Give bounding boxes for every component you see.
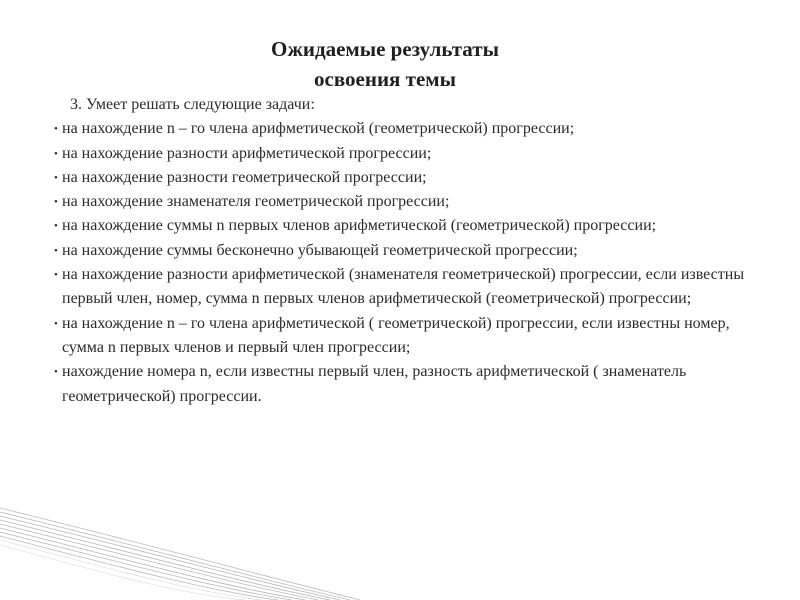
list-item bbox=[56, 142, 756, 166]
list-item-text: • нахождение номера n, если известны первый член, разность арифметической ( знаменатель геометрической) прогрессии. bbox=[62, 363, 687, 405]
list-item-text: • на нахождение n – го члена арифметической ( геометрической) прогрессии, если известны номер, сумма n первых членов и первый член прогрессии; bbox=[62, 314, 730, 356]
list-item bbox=[56, 190, 756, 214]
list-item bbox=[56, 239, 756, 263]
list-item-text: • на нахождение знаменателя геометрической прогрессии; bbox=[62, 193, 450, 211]
list-item-text: • на нахождение суммы n первых членов арифметической (геометрической) прогрессии; bbox=[62, 217, 657, 235]
list-item-text: • на нахождение разности арифметической (знаменателя геометрической) прогрессии, если известны первый член, номер, сумма n первых членов арифметической (геометрической) прогрессии; bbox=[62, 266, 745, 308]
intro-text: 3. Умеет решать следующие задачи: bbox=[70, 96, 315, 113]
slide-title-line-2: освоения темы bbox=[314, 67, 456, 91]
slide-content bbox=[56, 93, 756, 409]
list-item-text: • на нахождение суммы бесконечно убывающей геометрической прогрессии; bbox=[62, 241, 578, 259]
list-item bbox=[56, 166, 756, 190]
list-item bbox=[56, 360, 756, 409]
list-item bbox=[56, 117, 756, 141]
list-item bbox=[56, 312, 756, 361]
slide-title bbox=[160, 34, 610, 94]
list-item bbox=[56, 263, 756, 312]
task-list bbox=[56, 117, 756, 409]
list-item-text: • на нахождение разности геометрической прогрессии; bbox=[62, 168, 427, 186]
list-item-text: • на нахождение n – го члена арифметической (геометрической) прогрессии; bbox=[62, 120, 575, 138]
list-item bbox=[56, 214, 756, 238]
list-item-text: • на нахождение разности арифметической прогрессии; bbox=[62, 144, 432, 162]
slide-title-line-1: Ожидаемые результаты bbox=[271, 37, 499, 61]
